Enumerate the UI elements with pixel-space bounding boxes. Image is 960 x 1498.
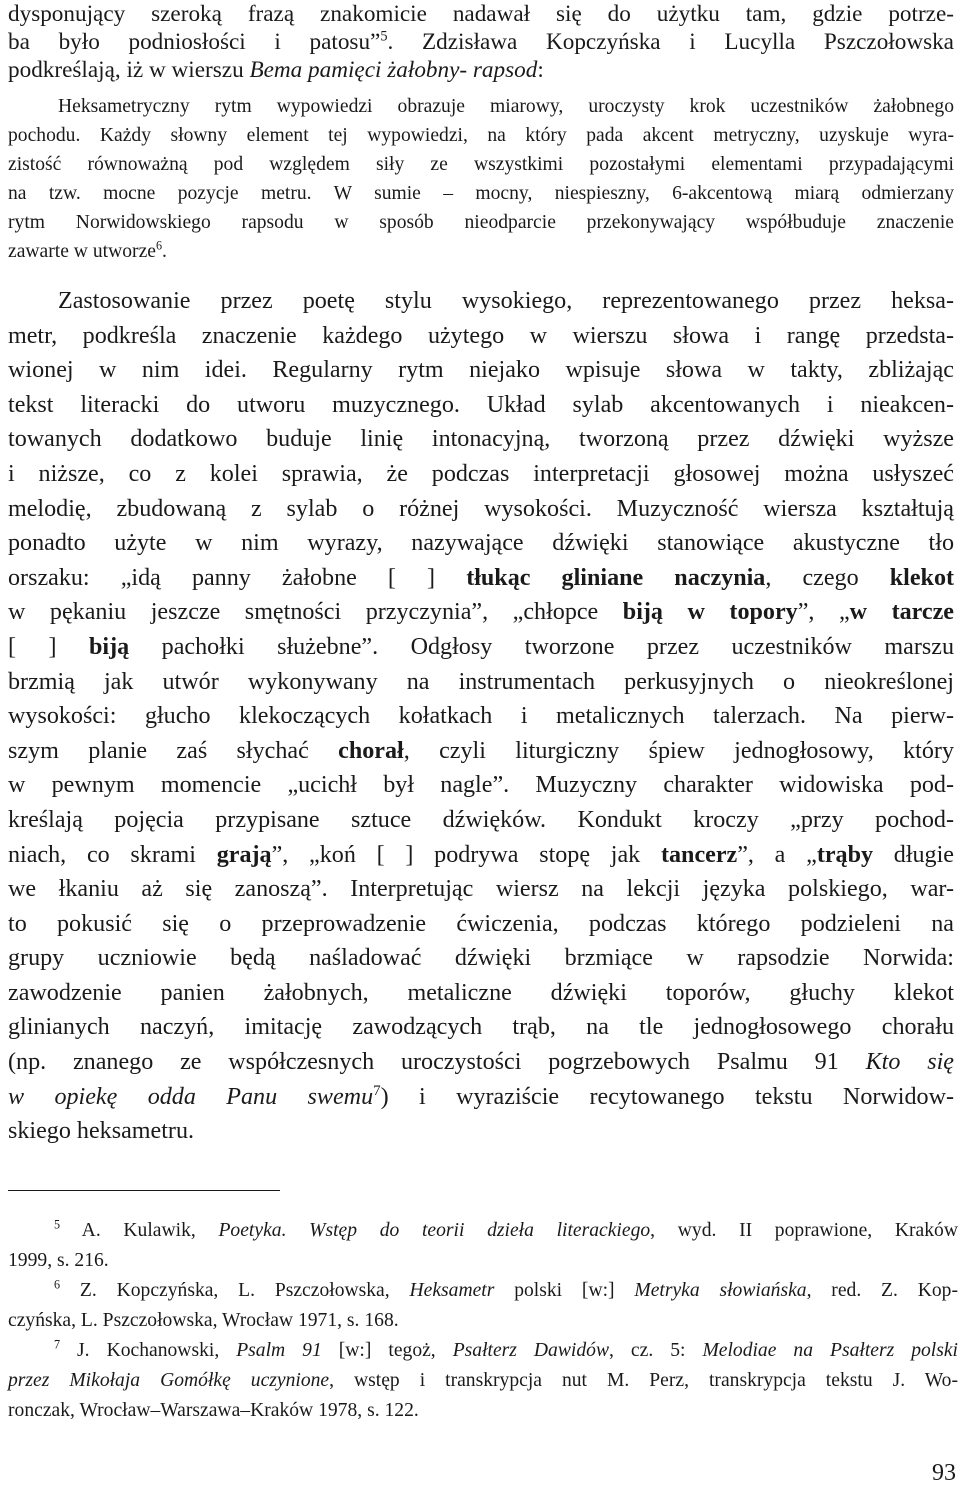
footnote-6: $^6$ Z. Kopczyńska, L. Pszczołowska, Heksametr polski [w:] Metryka słowiańska, red. Z. Kop- [54, 1277, 958, 1301]
footnote-5: $^5$ A. Kulawik, Poetyka. Wstęp do teorii dzieła literackiego, wyd. II poprawione, Kraków [54, 1217, 958, 1241]
text-line: szym planie zaś słychać chorał, czyli liturgiczny śpiew jednogłosowy, który [8, 737, 954, 764]
footnote-number: 5 [54, 1217, 61, 1232]
text-line: melodię, zbudowaną z sylab o różnej wysokości. Muzyczność wiersza kształtują [8, 495, 954, 522]
text-line: wionej w nim idei. Regularny rytm niejako wpisuje słowa w takty, zbliżając [8, 357, 954, 384]
text-line: ba było podniosłości i patosu”$^5$. Zdzisława Kopczyńska i Lucylla Pszczołowska [8, 28, 954, 55]
text-line: niach, co skrami grają”, „koń [ ] podrywa stopę jak tancerz”, a „trąby długie [8, 841, 954, 868]
psalm-title: w opiekę odda Panu swemu [8, 1083, 374, 1110]
footnote-ref[interactable]: 6 [155, 238, 163, 253]
text-line: na tzw. mocne pozycje metru. W sumie – mocny, niespieszny, 6-akcentową miarą odmierzany [8, 183, 954, 204]
footnote-ref[interactable]: 7 [373, 1082, 381, 1099]
text-line: i niższe, co z kolei sprawia, że podczas interpretacji głosowej można usłyszeć [8, 460, 954, 487]
page-body [8, 0, 954, 1149]
footnote-line: przez Mikołaja Gomółkę uczynione, wstęp i transkrypcja nut M. Perz, transkrypcja tekstu J. Wo- [8, 1370, 958, 1391]
block-quote [8, 92, 954, 266]
text-line: dysponujący szeroką frazą znakomicie nadawał się do użytku tam, gdzie potrze- [8, 1, 954, 27]
text-line: glinianych naczyń, imitację zawodzących trąb, na tle jednogłosowego chorału [8, 1014, 954, 1041]
main-paragraph [8, 284, 954, 1149]
bold-phrase: biją w topory [622, 599, 798, 626]
text-line: skiego heksametru. [8, 1118, 195, 1145]
psalm-title: Kto się [865, 1049, 954, 1076]
text-line: to pokusić się o przeprowadzenie ćwiczenia, podczas którego podzieleni na [8, 910, 954, 937]
text-line: zawarte w utworze$^6$. [8, 238, 167, 262]
bold-phrase: tłukąc gliniane naczynia [466, 564, 766, 591]
text-line: wysokości: głucho klekoczących kołatkach i metalicznych talerzach. Na pierw- [8, 703, 954, 730]
text-line: tekst literacki do utworu muzycznego. Układ sylab akcentowanych i nieakcen- [8, 391, 954, 418]
footnote-line: czyńska, L. Pszczołowska, Wrocław 1971, s. 168. [8, 1310, 399, 1331]
page-number: 93 [932, 1460, 956, 1486]
bold-phrase: chorał [338, 737, 404, 764]
bold-phrase: tancerz [660, 841, 738, 868]
footnote-line: 1999, s. 216. [8, 1250, 109, 1271]
text-line: Zastosowanie przez poetę stylu wysokiego, reprezentowanego przez heksa- [58, 288, 954, 314]
bold-phrase: trąby [816, 841, 874, 868]
work-title: Bema pamięci żałobny- rapsod [249, 57, 538, 83]
text-line: towanych dodatkowo buduje linię intonacyjną, tworzoną przez dźwięki wyższe [8, 426, 954, 453]
text-line: Heksametryczny rytm wypowiedzi obrazuje miarowy, uroczysty krok uczestników żałobnego [58, 96, 954, 117]
text-line: kreślają pojęcia przypisane sztuce dźwięków. Kondukt kroczy „przy pochod- [8, 806, 954, 833]
text-line: podkreślają, iż w wierszu Bema pamięci żałobny- rapsod: [8, 57, 544, 83]
text-line: zistość równoważną pod względem siły ze wszystkimi pozostałymi elementami przypadającymi [8, 154, 954, 175]
text-line: metr, podkreśla znaczenie każdego użytego w wierszu słowa i rangę przedsta- [8, 322, 954, 349]
footnotes [8, 1216, 958, 1426]
text-line: w pękaniu jeszcze smętności przyczynia”, „chłopce biją w topory”, „w tarcze [8, 599, 954, 626]
text-line: w opiekę odda Panu swemu$^7$) i wyraziście recytowanego tekstu Norwidow- [8, 1082, 955, 1110]
text-line: ponadto użyte w nim wyrazy, nazywające dźwięki stanowiące akustyczne tło [8, 530, 954, 557]
bold-phrase: klekot [889, 564, 955, 591]
footnote-number: 7 [54, 1337, 61, 1352]
text-line: brzmią jak utwór wykonywany na instrumentach perkusyjnych o nieokreślonej [8, 668, 954, 695]
text-line: w pewnym momencie „ucichł był nagle”. Muzyczny charakter widowiska pod- [8, 772, 954, 799]
footnote-number: 6 [54, 1277, 61, 1292]
text-line: zawodzenie panien żałobnych, metaliczne dźwięki toporów, głuchy klekot [8, 979, 954, 1006]
footnote-line: ronczak, Wrocław–Warszawa–Kraków 1978, s. 122. [8, 1400, 419, 1421]
lead-paragraph [8, 0, 954, 84]
footnote-separator [8, 1190, 280, 1191]
footnote-ref[interactable]: 5 [380, 28, 388, 45]
text-line: rytm Norwidowskiego rapsodu w sposób nieodparcie przekonywający współbuduje znaczenie [8, 212, 954, 233]
text-line: we łkaniu aż się zanoszą”. Interpretując wiersz na lekcji języka polskiego, war- [8, 876, 954, 903]
footnote-7: $^7$ J. Kochanowski, Psalm 91 [w:] tegoż, Psałterz Dawidów, cz. 5: Melodiae na Psałterz polski [54, 1337, 959, 1361]
text-line: pochodu. Każdy słowny element tej wypowiedzi, na który pada akcent metryczny, uzyskuje wyra- [8, 125, 954, 146]
text-line: (np. znanego ze współczesnych uroczystości pogrzebowych Psalmu 91 Kto się [8, 1049, 954, 1076]
bold-phrase: w tarcze [849, 599, 954, 626]
bold-phrase: grają [216, 841, 272, 868]
text-line: orszaku: „idą panny żałobne [ ] tłukąc gliniane naczynia, czego klekot [8, 564, 955, 591]
text-line: grupy uczniowie będą naśladować dźwięki brzmiące w rapsodzie Norwida: [8, 945, 954, 972]
bold-phrase: biją [89, 633, 130, 660]
text-line: [ ] biją pachołki służebne”. Odgłosy tworzone przez uczestników marszu [8, 633, 954, 660]
